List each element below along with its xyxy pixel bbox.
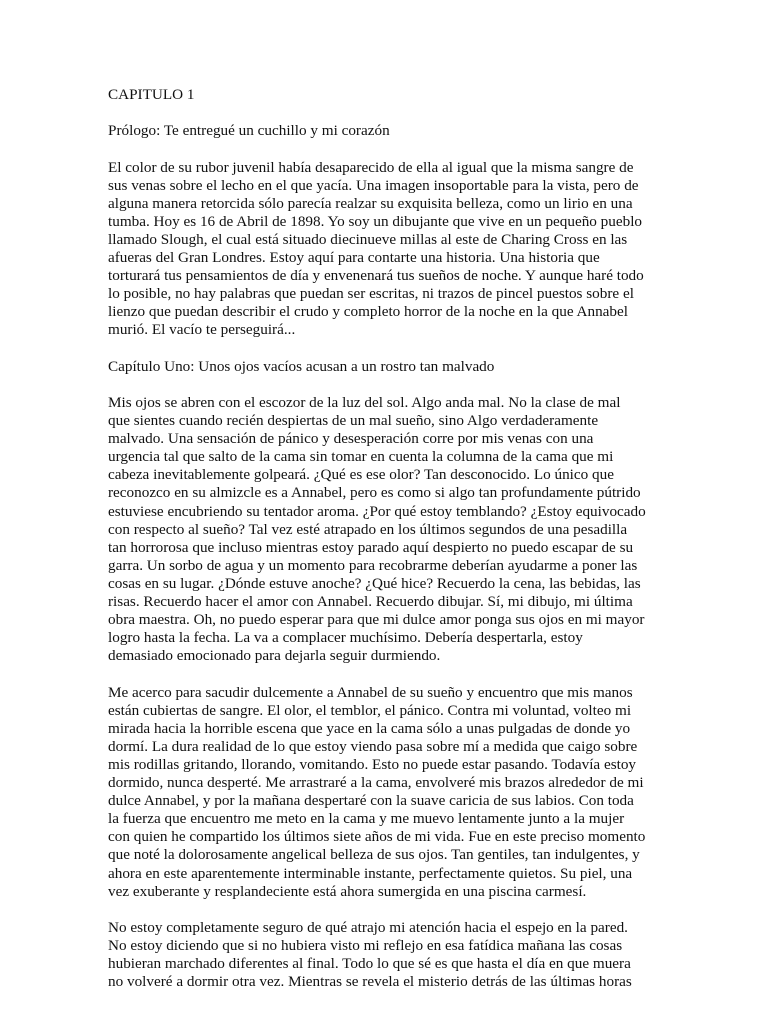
text-line: lienzo que puedan describir el crudo y completo horror de la noche en la que Annabel — [108, 303, 628, 321]
text-line: garra. Un sorbo de agua y un momento para recobrarme deberían ayudarme a poner las — [108, 556, 638, 574]
text-line: sus venas sobre el lecho en el que yacía. Una imagen insoportable para la vista, pero de — [108, 176, 639, 194]
text-line: El color de su rubor juvenil había desaparecido de ella al igual que la misma sangre de — [108, 158, 634, 176]
text-line: cabeza inevitablemente golpeará. ¿Qué es ese olor? Tan desconocido. Lo único que — [108, 466, 614, 484]
text-line: mirada hacia la horrible escena que yace en la cama sólo a unas pulgadas de donde yo — [108, 719, 631, 737]
text-line: hubieran marchado diferentes al final. Todo lo que sé es que hasta el día en que muera — [108, 955, 631, 973]
text-line: torturará tus pensamientos de día y envenenará tus sueños de noche. Y aunque haré todo — [108, 267, 644, 285]
text-line: ahora en este aparentemente interminable instante, perfectamente quietos. Su piel, una — [108, 864, 633, 882]
chapter-heading: CAPITULO 1 — [108, 86, 195, 103]
text-line: alguna manera retorcida sólo parecía realzar su exquisita belleza, como un lirio en una — [108, 194, 633, 212]
text-line: No estoy completamente seguro de qué atrajo mi atención hacia el espejo en la pared. — [108, 918, 628, 936]
text-line: dormí. La dura realidad de lo que estoy viendo pasa sobre mí a medida que caigo sobre — [108, 737, 638, 755]
text-line: No estoy diciendo que si no hubiera visto mi reflejo en esa fatídica mañana las cosas — [108, 936, 623, 954]
paragraph-2 — [108, 684, 663, 901]
text-line: la fuerza que encuentro me meto en la cama y me muevo lentamente junto a la mujer — [108, 810, 625, 828]
text-line: logro hasta la fecha. La va a complacer muchísimo. Debería despertarla, estoy — [108, 629, 583, 647]
text-line: mis rodillas gritando, llorando, vomitando. Esto no puede estar pasando. Todavía estoy — [108, 755, 637, 773]
text-line: con respecto al sueño? Tal vez esté atrapado en los últimos segundos de una pesadilla — [108, 520, 628, 538]
text-line: llamado Slough, el cual está situado diecinueve millas al este de Charing Cross en las — [108, 230, 628, 248]
text-line: afueras del Gran Londres. Estoy aquí para contarte una historia. Una historia que — [108, 249, 600, 267]
text-line: Me acerco para sacudir dulcemente a Annabel de su sueño y encuentro que mis manos — [108, 683, 633, 701]
text-line: dormido, nunca desperté. Me arrastraré a la cama, envolveré mis brazos alrededor de mi — [108, 774, 644, 792]
text-line: lo posible, no hay palabras que puedan ser escritas, ni trazos de pincel puestos sobre el — [108, 285, 634, 303]
text-line: no volveré a dormir otra vez. Mientras se revela el misterio detrás de las últimas horas — [108, 973, 632, 991]
text-line: cosas en su lugar. ¿Dónde estuve anoche? ¿Qué hice? Recuerdo la cena, las bebidas, las — [108, 574, 641, 592]
text-line: reconozco en su almizcle es a Annabel, pero es como si algo tan profundamente pútrido — [108, 484, 641, 502]
text-line: murió. El vacío te perseguirá... — [108, 321, 296, 339]
paragraph-1 — [108, 394, 663, 665]
text-line: que noté la dolorosamente angelical belleza de sus ojos. Tan gentiles, tan indulgentes, y — [108, 846, 640, 864]
text-line: tumba. Hoy es 16 de Abril de 1898. Yo soy un dibujante que vive en un pequeño pueblo — [108, 212, 643, 230]
text-line: malvado. Una sensación de pánico y desesperación corre por mis venas con una — [108, 430, 594, 448]
chapter-one-title: Capítulo Uno: Unos ojos vacíos acusan a un rostro tan malvado — [108, 357, 495, 375]
text-line: con quien he compartido los últimos siete años de mi vida. Fue en este preciso momento — [108, 828, 646, 846]
prologue-paragraph — [108, 159, 663, 340]
text-line: obra maestra. Oh, no puedo esperar para que mi dulce amor ponga sus ojos en mi mayor — [108, 611, 645, 629]
prologue-title: Prólogo: Te entregué un cuchillo y mi corazón — [108, 122, 390, 140]
text-line: demasiado emocionado para dejarla seguir durmiendo. — [108, 647, 441, 665]
text-line: están cubiertas de sangre. El olor, el temblor, el pánico. Contra mi voluntad, volteo mi — [108, 701, 632, 719]
text-line: dulce Annabel, y por la mañana despertaré con la suave caricia de sus labios. Con toda — [108, 792, 634, 810]
text-line: estuviese encubriendo su tentador aroma. ¿Por qué estoy temblando? ¿Estoy equivocado — [108, 502, 646, 520]
text-line: risas. Recuerdo hacer el amor con Annabel. Recuerdo dibujar. Sí, mi dibujo, mi última — [108, 593, 633, 610]
document-page — [108, 86, 663, 1009]
paragraph-3 — [108, 919, 663, 991]
text-line: Mis ojos se abren con el escozor de la luz del sol. Algo anda mal. No la clase de mal — [108, 393, 621, 411]
text-line: tan horrorosa que incluso mientras estoy parado aquí despierto no puedo escapar de su — [108, 538, 634, 556]
text-line: que sientes cuando recién despiertas de un mal sueño, sino Algo verdaderamente — [108, 412, 599, 430]
text-line: vez exuberante y resplandeciente está ahora sumergida en una piscina carmesí. — [108, 882, 587, 900]
text-line: urgencia tal que salto de la cama sin tomar en cuenta la columna de la cama que mi — [108, 448, 614, 466]
